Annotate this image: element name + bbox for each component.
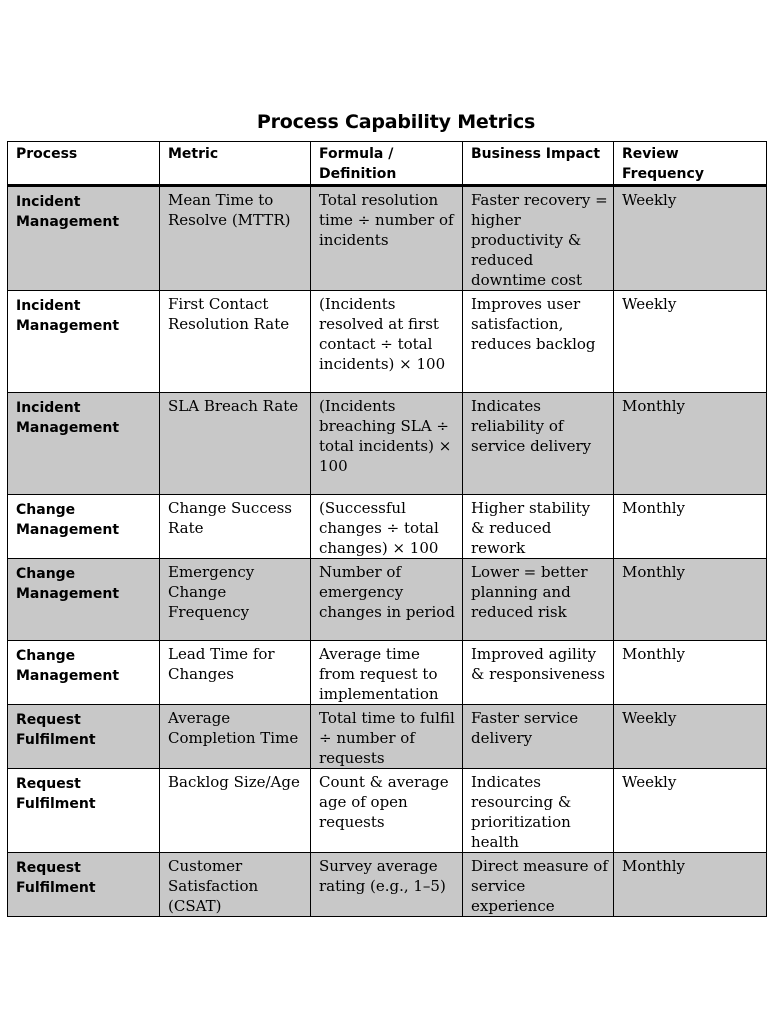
impact-cell: Direct measure of service experience (463, 853, 614, 917)
impact-cell: Indicates resourcing & prioritization health (463, 769, 614, 853)
metric-cell: Backlog Size/Age (160, 769, 311, 853)
metric-cell: Mean Time to Resolve (MTTR) (160, 186, 311, 291)
frequency-cell: Monthly (614, 393, 767, 495)
header-row (8, 142, 767, 186)
formula-cell: Average time from request to implementation (311, 641, 463, 705)
impact-cell: Improves user satisfaction, reduces backlog (463, 291, 614, 393)
formula-cell: (Successful changes ÷ total changes) × 100 (311, 495, 463, 559)
formula-cell: Count & average age of open requests (311, 769, 463, 853)
document-title: Process Capability Metrics (256, 111, 536, 133)
metric-cell: Emergency Change Frequency (160, 559, 311, 641)
table-row (8, 559, 767, 641)
impact-cell: Indicates reliability of service delivery (463, 393, 614, 495)
column-header-metric: Metric (160, 142, 311, 186)
impact-cell: Improved agility & responsiveness (463, 641, 614, 705)
formula-cell: Number of emergency changes in period (311, 559, 463, 641)
frequency-cell: Monthly (614, 641, 767, 705)
formula-cell: (Incidents breaching SLA ÷ total incidents) × 100 (311, 393, 463, 495)
table-row (8, 641, 767, 705)
table-row (8, 186, 767, 291)
process-cell: Change Management (8, 641, 160, 705)
process-cell: Change Management (8, 559, 160, 641)
table-row (8, 769, 767, 853)
process-cell: Incident Management (8, 393, 160, 495)
impact-cell: Lower = better planning and reduced risk (463, 559, 614, 641)
table-row (8, 853, 767, 917)
column-header-formula: Formula / Definition (311, 142, 463, 186)
metric-cell: Lead Time for Changes (160, 641, 311, 705)
process-cell: Request Fulfilment (8, 769, 160, 853)
column-header-process: Process (8, 142, 160, 186)
impact-cell: Faster recovery = higher productivity & reduced downtime cost (463, 186, 614, 291)
formula-cell: (Incidents resolved at first contact ÷ total incidents) × 100 (311, 291, 463, 393)
process-cell: Change Management (8, 495, 160, 559)
metrics-table (7, 141, 767, 917)
metric-cell: Average Completion Time (160, 705, 311, 769)
frequency-cell: Monthly (614, 495, 767, 559)
formula-cell: Survey average rating (e.g., 1–5) (311, 853, 463, 917)
metric-cell: Change Success Rate (160, 495, 311, 559)
frequency-cell: Weekly (614, 705, 767, 769)
frequency-cell: Weekly (614, 291, 767, 393)
frequency-cell: Monthly (614, 853, 767, 917)
table-row (8, 291, 767, 393)
formula-cell: Total resolution time ÷ number of incidents (311, 186, 463, 291)
frequency-cell: Weekly (614, 186, 767, 291)
column-header-frequency: Review Frequency (614, 142, 767, 186)
metric-cell: Customer Satisfaction (CSAT) (160, 853, 311, 917)
table-row (8, 393, 767, 495)
process-cell: Request Fulfilment (8, 853, 160, 917)
process-cell: Incident Management (8, 291, 160, 393)
process-cell: Request Fulfilment (8, 705, 160, 769)
metric-cell: First Contact Resolution Rate (160, 291, 311, 393)
process-cell: Incident Management (8, 186, 160, 291)
table-row (8, 705, 767, 769)
frequency-cell: Monthly (614, 559, 767, 641)
metric-cell: SLA Breach Rate (160, 393, 311, 495)
impact-cell: Faster service delivery (463, 705, 614, 769)
column-header-impact: Business Impact (463, 142, 614, 186)
frequency-cell: Weekly (614, 769, 767, 853)
impact-cell: Higher stability & reduced rework (463, 495, 614, 559)
table-row (8, 495, 767, 559)
formula-cell: Total time to fulfil ÷ number of requests (311, 705, 463, 769)
